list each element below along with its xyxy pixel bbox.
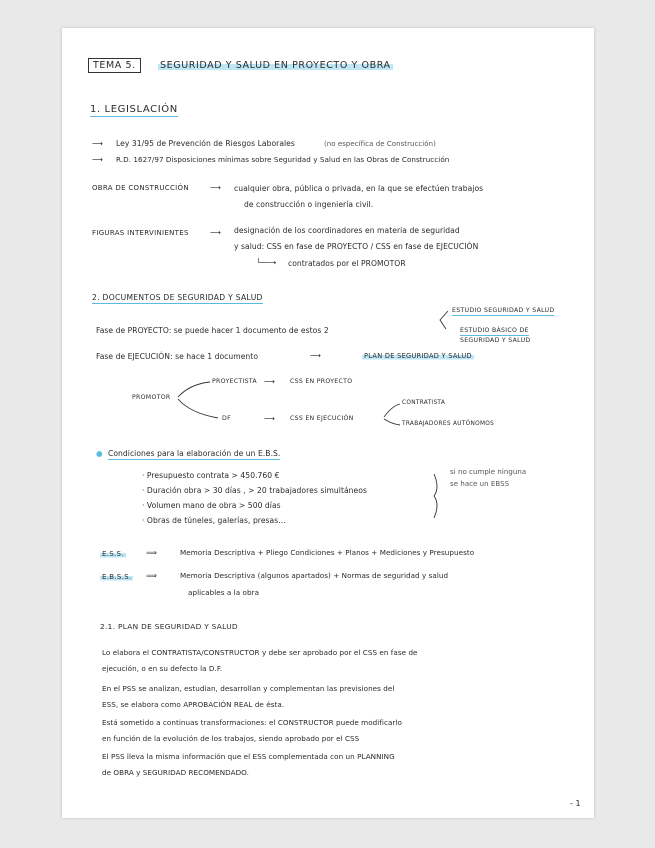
plan-line: en función de la evolución de los trabajos, siendo aprobado por el CSS <box>102 734 360 743</box>
figuras-text-3: contratados por el PROMOTOR <box>288 259 406 268</box>
arrow-icon: ⟶ <box>264 414 275 423</box>
proyectista-node: PROYECTISTA <box>212 378 257 385</box>
arrow-icon: ⟶ <box>92 139 103 148</box>
estudio-basico-label-2: SEGURIDAD Y SALUD <box>460 337 531 344</box>
promotor-node: PROMOTOR <box>132 394 171 401</box>
bullet-icon: ● <box>96 449 103 458</box>
contratista-node: CONTRATISTA <box>402 400 446 406</box>
equals-arrow-icon: ⟹ <box>146 571 157 580</box>
condition-item: · Volumen mano de obra > 500 días <box>142 501 281 510</box>
plan-line: Lo elabora el CONTRATISTA/CONSTRUCTOR y debe ser aprobado por el CSS en fase de <box>102 648 418 657</box>
fase-ejecucion-text: Fase de EJECUCIÓN: se hace 1 documento <box>96 352 259 361</box>
plan-line: ejecución, o en su defecto la D.F. <box>102 664 223 673</box>
obra-definition-2: de construcción o ingeniería civil. <box>244 200 374 209</box>
ebss-definition-2: aplicables a la obra <box>188 588 260 597</box>
condition-item: · Duración obra > 30 días , > 20 trabajadores simultáneos <box>142 486 367 495</box>
ess-definition: Memoria Descriptiva + Pliego Condiciones + Planos + Mediciones y Presupuesto <box>180 548 475 557</box>
condition-item: · Obras de túneles, galerías, presas... <box>142 516 286 525</box>
estudio-label: ESTUDIO SEGURIDAD Y SALUD <box>452 307 555 314</box>
section-heading-plan: 2.1. PLAN DE SEGURIDAD Y SALUD <box>100 622 238 631</box>
condition-item: · Presupuesto contrata > 450.760 € <box>142 471 280 480</box>
obra-definition-1: cualquier obra, pública o privada, en la que se efectúen trabajos <box>234 184 484 193</box>
plan-label: PLAN DE SEGURIDAD Y SALUD <box>364 352 472 360</box>
plan-line: Está sometido a continuas transformaciones: el CONSTRUCTOR puede modificarlo <box>102 718 402 727</box>
condiciones-title: Condiciones para la elaboración de un E.B.S. <box>108 449 281 458</box>
arrow-icon: ⟶ <box>310 351 321 360</box>
section-heading-documentos: 2. DOCUMENTOS DE SEGURIDAD Y SALUD <box>92 293 263 302</box>
page-title: SEGURIDAD Y SALUD EN PROYECTO Y OBRA <box>160 60 391 71</box>
arrow-icon: ⟶ <box>92 155 103 164</box>
section-heading-legislacion: 1. LEGISLACIÓN <box>90 104 178 115</box>
plan-line: ESS, se elabora como APROBACIÓN REAL de ésta. <box>102 700 285 709</box>
plan-line: En el PSS se analizan, estudian, desarrollan y complementan las previsiones del <box>102 684 395 693</box>
ley-note: (no específica de Construcción) <box>324 140 436 148</box>
ebss-definition-1: Memoria Descriptiva (algunos apartados) + Normas de seguridad y salud <box>180 571 449 580</box>
css-proyecto-node: CSS EN PROYECTO <box>290 378 353 385</box>
condition-note-1: si no cumple ninguna <box>450 468 527 476</box>
tema-label: TEMA 5. <box>88 58 141 73</box>
plan-line: de OBRA y SEGURIDAD RECOMENDADO. <box>102 768 249 777</box>
css-ejecucion-node: CSS EN EJECUCIÓN <box>290 415 354 422</box>
obra-label: OBRA DE CONSTRUCCIÓN <box>92 184 189 192</box>
equals-arrow-icon: ⟹ <box>146 548 157 557</box>
rd-text: R.D. 1627/97 Disposiciones mínimas sobre Seguridad y Salud en las Obras de Construcción <box>116 155 450 164</box>
df-node: DF <box>222 415 231 422</box>
ley-text: Ley 31/95 de Prevención de Riesgos Laborales <box>116 139 295 148</box>
condition-note-2: se hace un EBSS <box>450 480 510 488</box>
fase-proyecto-text: Fase de PROYECTO: se puede hacer 1 documento de estos 2 <box>96 326 329 335</box>
arrow-icon: ⟶ <box>210 183 221 192</box>
autonomos-node: TRABAJADORES AUTÓNOMOS <box>402 421 495 427</box>
estudio-basico-label-1: ESTUDIO BÁSICO DE <box>460 327 529 334</box>
ebss-label: E.B.S.S. <box>102 573 132 581</box>
arrow-icon: ⟶ <box>210 228 221 237</box>
figuras-text-2: y salud: CSS en fase de PROYECTO / CSS en fase de EJECUCIÓN <box>234 242 479 251</box>
figuras-label: FIGURAS INTERVINIENTES <box>92 229 189 237</box>
figuras-text-1: designación de los coordinadores en materia de seguridad <box>234 226 460 235</box>
plan-line: El PSS lleva la misma información que el ESS complementada con un PLANNING <box>102 752 395 761</box>
arrow-icon: ⟶ <box>264 377 275 386</box>
page-number: - 1 <box>570 799 581 808</box>
arrow-icon: └──→ <box>256 258 277 267</box>
ess-label: E.S.S. <box>102 550 124 558</box>
notebook-page <box>62 28 594 818</box>
